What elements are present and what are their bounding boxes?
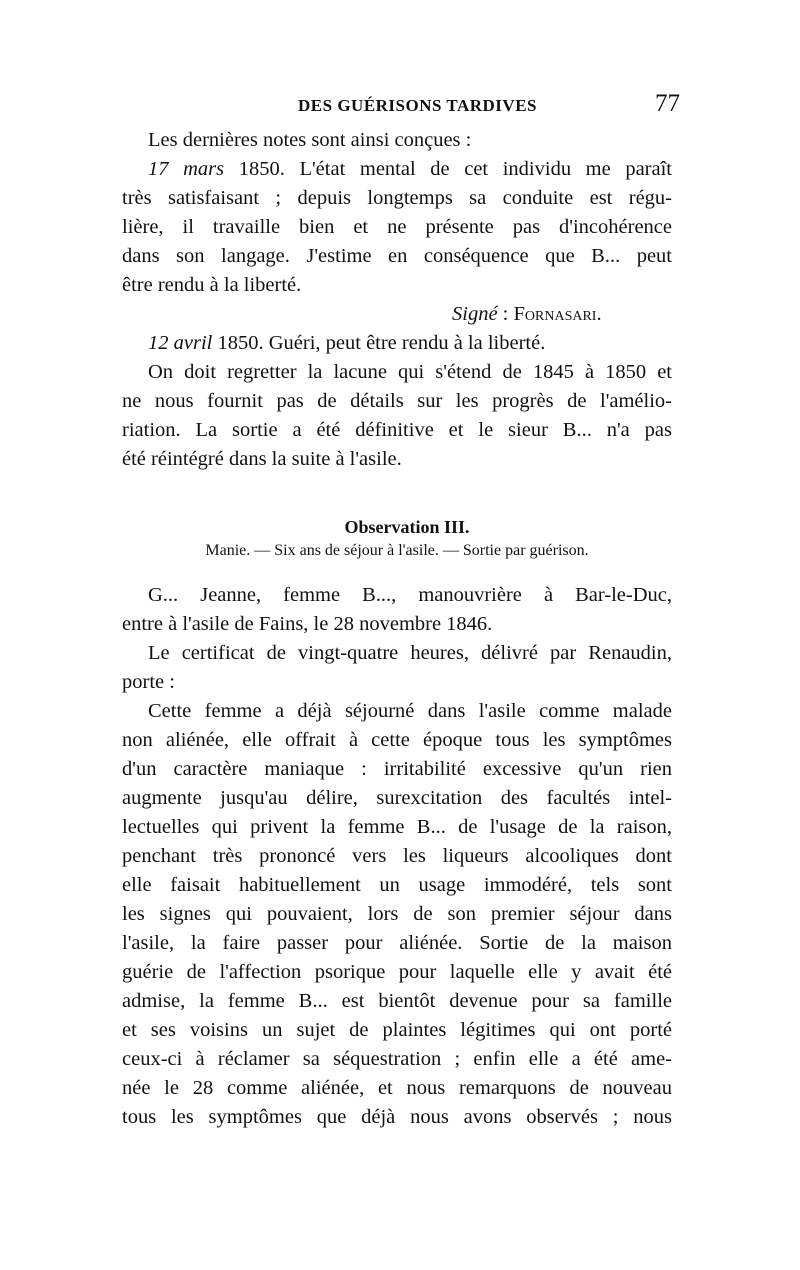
text-line: tous les symptômes que déjà nous avons observés ; nous [122, 1106, 672, 1128]
text-line: être rendu à la liberté. [122, 274, 302, 296]
page-header [120, 92, 680, 122]
text-line: entre à l'asile de Fains, le 28 novembre 1846. [122, 613, 493, 635]
text-line: lière, il travaille bien et ne présente pas d'incohérence [122, 216, 672, 238]
text-line: l'asile, la faire passer pour aliénée. Sortie de la maison [122, 932, 672, 954]
text-line: très satisfaisant ; depuis longtemps sa conduite est régu- [122, 187, 672, 209]
text-line: On doit regretter la lacune qui s'étend de 1845 à 1850 et [148, 361, 672, 383]
text-line: penchant très prononcé vers les liqueurs alcooliques dont [122, 845, 672, 867]
text-line: porte : [122, 671, 175, 693]
signature-label: Signé [452, 303, 498, 325]
entry-date: 17 mars [148, 158, 225, 180]
page-number: 77 [655, 90, 680, 117]
text-line: ne nous fournit pas de détails sur les progrès de l'amélio- [122, 390, 672, 412]
signature-name: : Fornasari. [497, 303, 602, 325]
text-line: d'un caractère maniaque : irritabilité excessive qu'un rien [122, 758, 672, 780]
text-line: Cette femme a déjà séjourné dans l'asile comme malade [148, 700, 672, 722]
signature-line [122, 300, 672, 329]
entry-12-avril [122, 329, 672, 358]
text-line: lectuelles qui privent la femme B... de l'usage de la raison, [122, 816, 672, 838]
text-line: guérie de l'affection psorique pour laquelle elle y avait été [122, 961, 672, 983]
text-line: augmente jusqu'au délire, surexcitation des facultés intel- [122, 787, 672, 809]
page-body [122, 126, 672, 1132]
text-line: été réintégré dans la suite à l'asile. [122, 448, 402, 470]
text-line: Le certificat de vingt-quatre heures, délivré par Renaudin, [148, 642, 672, 664]
text-line: les signes qui pouvaient, lors de son premier séjour dans [122, 903, 672, 925]
text-line: dans son langage. J'estime en conséquence que B... peut [122, 245, 672, 267]
entry-17-mars [122, 155, 672, 184]
running-title: DES GUÉRISONS TARDIVES [298, 96, 537, 115]
text-line: G... Jeanne, femme B..., manouvrière à Bar-le-Duc, [148, 584, 672, 606]
text-line: riation. La sortie a été définitive et le sieur B... n'a pas [122, 419, 672, 441]
text-line: elle faisait habituellement un usage immodéré, tels sont [122, 874, 672, 896]
entry-text: 1850. L'état mental de cet individu me paraît [224, 158, 672, 180]
text-line: et ses voisins un sujet de plaintes légitimes qui ont porté [122, 1019, 672, 1041]
entry-date: 12 avril [148, 332, 213, 354]
text-line: née le 28 comme aliénée, et nous remarquons de nouveau [122, 1077, 672, 1099]
text-line: non aliénée, elle offrait à cette époque tous les symptômes [122, 729, 672, 751]
observation-summary: Manie. — Six ans de séjour à l'asile. — Sortie par guérison. [205, 542, 589, 559]
text-line: admise, la femme B... est bientôt devenue pour sa famille [122, 990, 672, 1012]
text-line: ceux-ci à réclamer sa séquestration ; enfin elle a été ame- [122, 1048, 672, 1070]
observation-title: Observation III. [344, 517, 470, 537]
text-line: Les dernières notes sont ainsi conçues : [148, 129, 472, 151]
entry-text: 1850. Guéri, peut être rendu à la liberté. [212, 332, 546, 354]
